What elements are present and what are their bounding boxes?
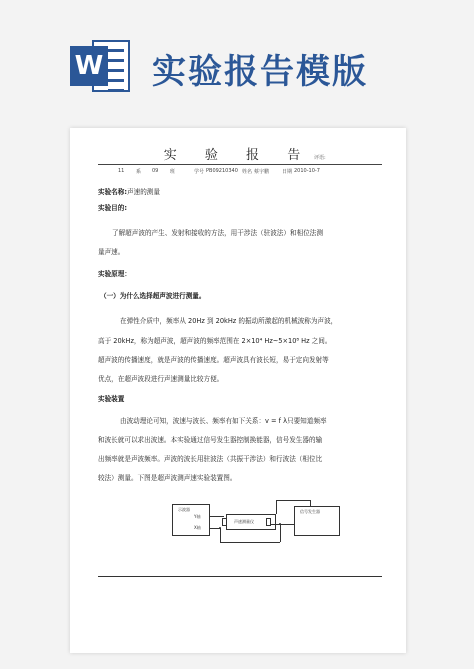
generator-label: 信号发生器 [300,509,320,514]
wire [276,500,310,501]
principle-line: 优点，在超声波段进行声速测量比较方便。 [98,375,224,383]
purpose-heading: 实验目的: [98,204,128,212]
title-divider [98,164,382,165]
student-id: PB09210340 [206,168,238,174]
principle-line: 超声波的传播速度，就是声波的传播速度。超声波具有波长短，易于定向发射等 [98,356,329,364]
experiment-name-value: 声速的测量 [127,188,160,196]
wire [220,542,280,543]
word-logo-icon [70,36,132,96]
wire [310,500,311,506]
device-heading: 实验装置 [98,395,125,403]
purpose-line: 了解超声波的产生、发射和接收的方法，用干涉法（驻波法）和相位法测 [112,229,323,237]
x-axis-port-label: X轴 [194,525,201,530]
apparatus-label: 声速测量仪 [234,519,254,524]
experiment-name-label: 实验名称: [98,188,128,196]
principle-subheading: （一）为什么选择超声波进行测量。 [100,292,206,300]
wire [210,516,224,517]
device-line: 出频率就是声波频率。声波的波长用驻波法（共振干涉法）和行波法（相位比 [98,455,323,463]
junction [219,527,221,529]
date-label: 日期 [282,169,293,175]
wire [220,528,221,542]
report-date: 2010-10-7 [294,168,320,174]
oscilloscope-label: 示波器 [178,507,190,512]
device-line: 较法）测量。下图是超声波测声速实验装置图。 [98,474,237,482]
comment-label: 评语: [314,155,326,161]
principle-line: 高于 20kHz，称为超声波，超声波的频率范围在 2×10⁴ Hz~5×10⁸ Hz 之间。 [98,337,332,345]
banner [0,0,474,112]
principle-line: 在弹性介质中，频率从 20Hz 到 20kHz 的振动所激起的机械波称为声波， [120,317,338,325]
principle-heading: 实验原理： [98,270,131,278]
report-title: 实 验 报 告 [163,148,313,163]
wire [271,524,294,525]
word-logo-letter: W [70,46,108,86]
experiment-name [98,186,160,196]
transducer-left [222,518,227,526]
wire [276,500,277,514]
department-label: 系 [136,169,142,175]
purpose-line: 量声速。 [98,248,125,256]
class-label: 班 [170,169,176,175]
student-id-label: 学号 [194,169,205,175]
wire [280,524,281,542]
junction [279,523,281,525]
footer-divider [98,576,382,577]
apparatus-diagram [166,494,350,552]
device-line: 和波长就可以求出波速。本实验通过信号发生器控制换能器，信号发生器的输 [98,436,323,444]
banner-title: 实验报告模版 [152,52,368,92]
name-label: 姓名 [242,169,253,175]
device-line: 由波动理论可知，波速与波长、频率有如下关系：v = f λ只要知道频率 [120,417,327,425]
grade-number: 09 [152,168,159,174]
student-name: 蔡宇鹏 [254,169,270,175]
report-page [70,128,406,653]
y-axis-port-label: Y轴 [194,514,201,519]
class-number: 11 [118,168,125,174]
transducer-right [266,518,271,526]
